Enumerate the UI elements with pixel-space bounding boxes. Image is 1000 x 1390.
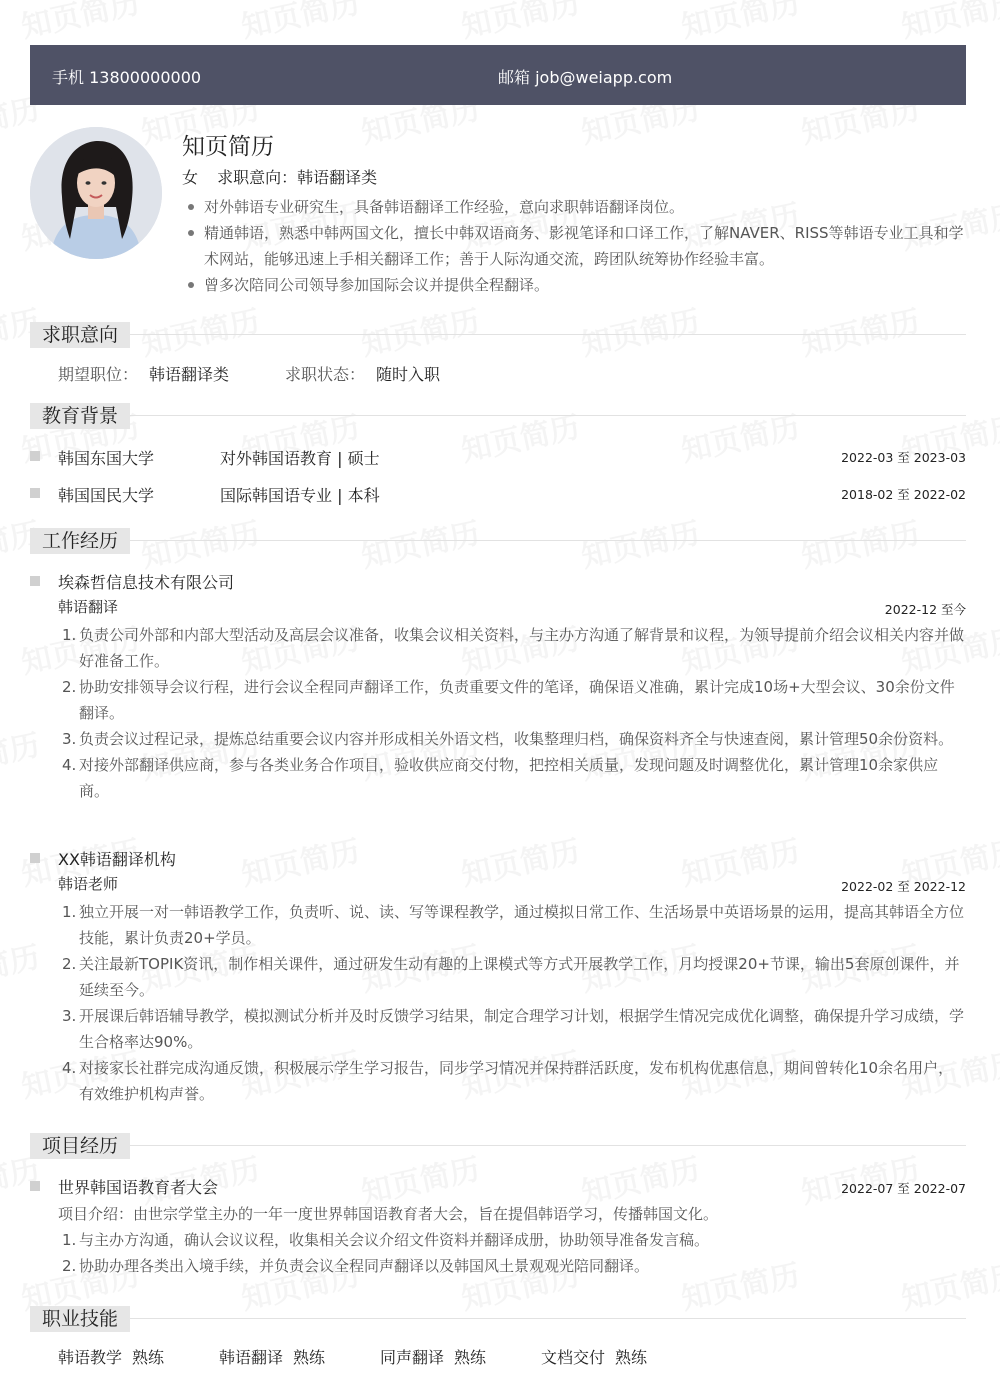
work-duty-item xyxy=(58,1055,966,1107)
list-number: 4. xyxy=(62,1059,77,1077)
list-number: 3. xyxy=(62,1007,77,1025)
skill-name: 韩语教学 xyxy=(58,1348,123,1367)
duty-text: 与主办方沟通，确认会议议程，收集相关会议介绍文件资料并翻译成册，协助领导准备发言稿。 xyxy=(79,1231,710,1249)
work-duty-item xyxy=(58,726,966,752)
section-title: 项目经历 xyxy=(30,1133,130,1159)
position-value: 韩语翻译类 xyxy=(149,365,230,384)
summary-list xyxy=(182,194,966,298)
bullet-square xyxy=(30,488,40,498)
status-value: 随时入职 xyxy=(376,365,441,384)
duty-text: 协助办理各类出入境手续，并负责会议全程同声翻译以及韩国风土景观观光陪同翻译。 xyxy=(79,1257,650,1275)
work-date: 2022-02 至 2022-12 xyxy=(841,879,966,894)
project-intro: 项目介绍：由世宗学堂主办的一年一度世界韩国语教育者大会，旨在提倡韩语学习，传播韩国文化。 xyxy=(58,1205,719,1223)
project-duty-item xyxy=(58,1253,966,1279)
duty-text: 负责公司外部和内部大型活动及高层会议准备，收集会议相关资料，与主办方沟通了解背景和议程，为领导提前介绍会议相关内容并做好准备工作。 xyxy=(79,626,965,670)
summary-item: 曾多次陪同公司领导参加国际会议并提供全程翻译。 xyxy=(182,272,966,298)
bullet-square xyxy=(30,1181,40,1191)
work-duty-item xyxy=(58,622,966,674)
skill-name: 文档交付 xyxy=(541,1348,606,1367)
section-job-intent xyxy=(30,322,966,348)
bullet-square xyxy=(30,451,40,461)
work-date: 2022-12 至今 xyxy=(884,602,966,617)
list-number: 4. xyxy=(62,756,77,774)
skill-level: 熟练 xyxy=(454,1348,487,1367)
skill-item xyxy=(380,1345,486,1368)
avatar-portrait-icon xyxy=(30,127,162,259)
gender: 女 xyxy=(182,168,199,187)
list-number: 2. xyxy=(62,678,77,696)
avatar xyxy=(30,127,162,259)
list-number: 3. xyxy=(62,730,77,748)
contact-bar xyxy=(30,45,966,105)
contact-phone: 手机 13800000000 xyxy=(52,68,202,87)
section-title: 职业技能 xyxy=(30,1306,130,1332)
summary-item: 对外韩语专业研究生，具备韩语翻译工作经验，意向求职韩语翻译岗位。 xyxy=(182,194,966,220)
section-skills xyxy=(30,1306,966,1332)
section-title: 教育背景 xyxy=(30,403,130,429)
section-divider xyxy=(30,334,966,335)
skill-level: 熟练 xyxy=(132,1348,165,1367)
list-number: 1. xyxy=(62,626,77,644)
skill-name: 韩语翻译 xyxy=(219,1348,284,1367)
duty-text: 协助安排领导会议行程，进行会议全程同声翻译工作，负责重要文件的笔译，确保语义准确，累计完成10场+大型会议、30余份文件翻译。 xyxy=(79,678,955,722)
bullet-square xyxy=(30,853,40,863)
candidate-name: 知页简历 xyxy=(182,134,274,160)
list-number: 2. xyxy=(62,1257,77,1275)
project-date: 2022-07 至 2022-07 xyxy=(841,1181,966,1196)
work-role: 韩语老师 xyxy=(58,875,119,893)
summary-item: 精通韩语，熟悉中韩两国文化，擅长中韩双语商务、影视笔译和口译工作，了解NAVER、RISS等韩语专业工具和学术网站，能够迅速上手相关翻译工作；善于人际沟通交流，跨团队统筹协作经验丰富。 xyxy=(182,220,966,272)
work-duty-item xyxy=(58,899,966,951)
section-divider xyxy=(30,540,966,541)
edu-date: 2018-02 至 2022-02 xyxy=(841,487,966,502)
skill-item xyxy=(58,1345,164,1368)
work-duty-item xyxy=(58,1003,966,1055)
section-title: 工作经历 xyxy=(30,528,130,554)
work-duty-item xyxy=(58,752,966,804)
section-divider xyxy=(30,1318,966,1319)
list-number: 2. xyxy=(62,955,77,973)
project-duty-list xyxy=(58,1227,966,1279)
status-label: 求职状态： xyxy=(285,365,366,384)
section-title: 求职意向 xyxy=(30,322,130,348)
section-divider xyxy=(30,415,966,416)
skill-item xyxy=(541,1345,647,1368)
edu-school: 韩国国民大学 xyxy=(58,486,155,505)
project-duty-item xyxy=(58,1227,966,1253)
work-company: XX韩语翻译机构 xyxy=(58,850,176,869)
intent-summary: 求职意向：韩语翻译类 xyxy=(217,168,378,187)
work-role: 韩语翻译 xyxy=(58,598,119,616)
work-duty-item xyxy=(58,674,966,726)
work-duty-list xyxy=(58,899,966,1107)
duty-text: 开展课后韩语辅导教学，模拟测试分析并及时反馈学习结果，制定合理学习计划，根据学生情况完成优化调整，确保提升学习成绩，学生合格率达90%。 xyxy=(79,1007,965,1051)
bullet-square xyxy=(30,576,40,586)
duty-text: 关注最新TOPIK资讯，制作相关课件，通过研发生动有趣的上课模式等方式开展教学工作，月均授课20+节课，输出5套原创课件，并延续至今。 xyxy=(79,955,960,999)
duty-text: 对接家长社群完成沟通反馈，积极展示学生学习报告，同步学习情况并保持群活跃度，发布机构优惠信息，期间曾转化10余名用户，有效维护机构声誉。 xyxy=(79,1059,954,1103)
skill-item xyxy=(219,1345,325,1368)
work-company: 埃森哲信息技术有限公司 xyxy=(58,573,235,592)
list-number: 1. xyxy=(62,1231,77,1249)
position-label: 期望职位： xyxy=(58,365,139,384)
section-divider xyxy=(30,1145,966,1146)
project-name: 世界韩国语教育者大会 xyxy=(58,1178,219,1197)
edu-major: 国际韩国语专业 | 本科 xyxy=(220,486,380,505)
duty-text: 独立开展一对一韩语教学工作，负责听、说、读、写等课程教学，通过模拟日常工作、生活场景中英语场景的运用，提高其韩语全方位技能，累计负责20+学员。 xyxy=(79,903,965,947)
contact-email: 邮箱 job@weiapp.com xyxy=(498,68,673,87)
list-number: 1. xyxy=(62,903,77,921)
skill-level: 熟练 xyxy=(615,1348,648,1367)
edu-school: 韩国东国大学 xyxy=(58,449,155,468)
duty-text: 对接外部翻译供应商，参与各类业务合作项目，验收供应商交付物，把控相关质量，发现问题及时调整优化，累计管理10余家供应商。 xyxy=(79,756,939,800)
work-duty-list xyxy=(58,622,966,804)
section-work xyxy=(30,528,966,554)
skill-name: 同声翻译 xyxy=(380,1348,445,1367)
work-duty-item xyxy=(58,951,966,1003)
edu-major: 对外韩国语教育 | 硕士 xyxy=(220,449,380,468)
skill-level: 熟练 xyxy=(293,1348,326,1367)
profile-subline xyxy=(182,165,391,188)
duty-text: 负责会议过程记录，提炼总结重要会议内容并形成相关外语文档，收集整理归档，确保资料齐全与快速查阅，累计管理50余份资料。 xyxy=(79,730,954,748)
edu-date: 2022-03 至 2023-03 xyxy=(841,450,966,465)
section-education xyxy=(30,403,966,429)
section-project xyxy=(30,1133,966,1159)
